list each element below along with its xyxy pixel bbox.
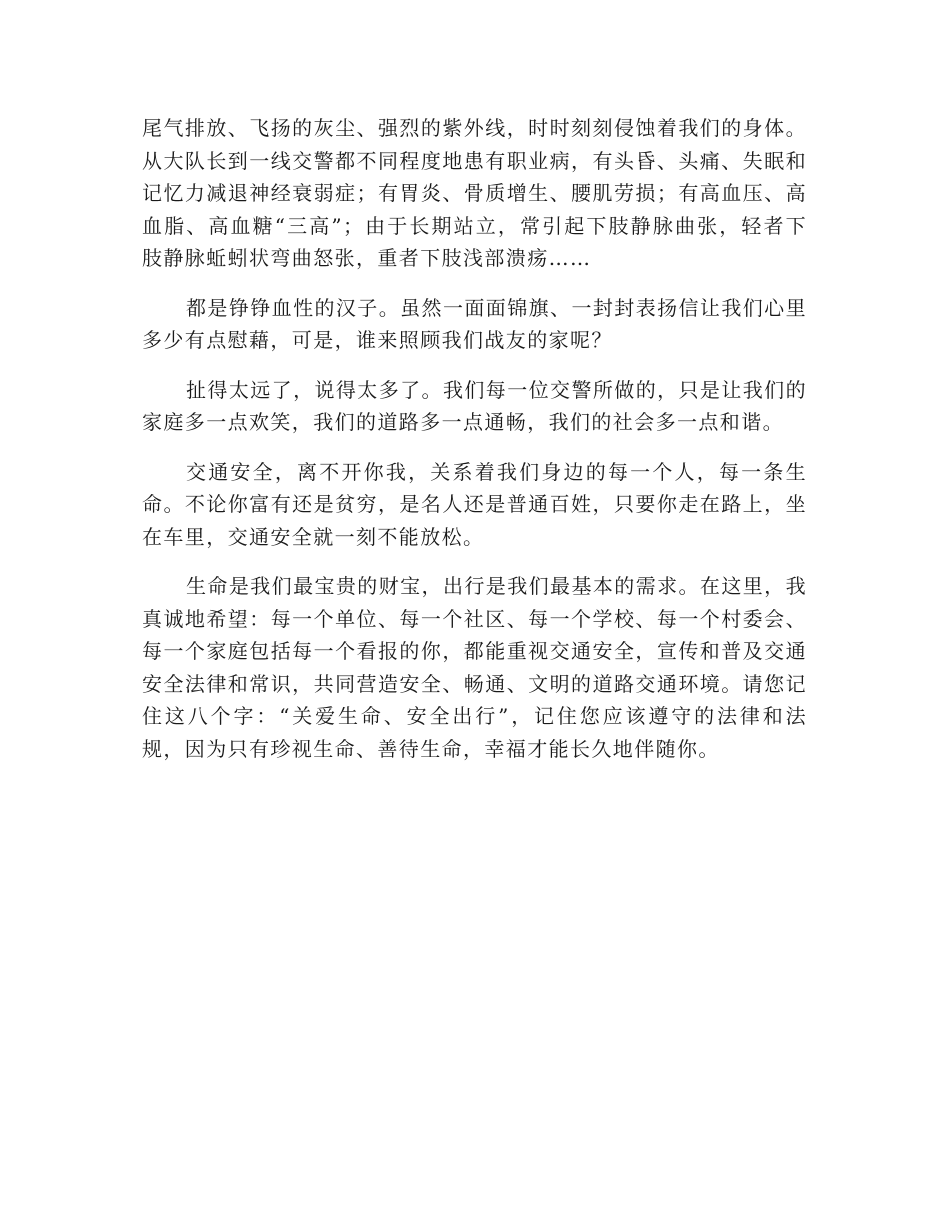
paragraph-3: 扯得太远了，说得太多了。我们每一位交警所做的，只是让我们的家庭多一点欢笑，我们的道路多一点通畅，我们的社会多一点和谐。 [142, 377, 807, 434]
paragraph-4: 交通安全，离不开你我，关系着我们身边的每一个人，每一条生命。不论你富有还是贫穷，是名人还是普通百姓，只要你走在路上，坐在车里，交通安全就一刻不能放松。 [142, 459, 807, 549]
paragraph-2: 都是铮铮血性的汉子。虽然一面面锦旗、一封封表扬信让我们心里多少有点慰藉，可是，谁来照顾我们战友的家呢？ [142, 295, 807, 352]
paragraph-5: 生命是我们最宝贵的财宝，出行是我们最基本的需求。在这里，我真诚地希望：每一个单位、每一个社区、每一个学校、每一个村委会、每一个家庭包括每一个看报的你，都能重视交通安全，宣传和普及交通安全法律和常识，共同营造安全、畅通、文明的道路交通环境。请您记住这八个字：“关爱生命、安全出行”，记住您应该遵守的法律和法规，因为只有珍视生命、善待生命，幸福才能长久地伴随你。 [142, 574, 807, 761]
document-body [142, 112, 807, 782]
paragraph-1: 尾气排放、飞扬的灰尘、强烈的紫外线，时时刻刻侵蚀着我们的身体。从大队长到一线交警都不同程度地患有职业病，有头昏、头痛、失眠和记忆力减退神经衰弱症；有胃炎、骨质增生、腰肌劳损；有高血压、高血脂、高血糖“三高”；由于长期站立，常引起下肢静脉曲张，轻者下肢静脉蚯蚓状弯曲怒张，重者下肢浅部溃疡…… [142, 116, 807, 270]
